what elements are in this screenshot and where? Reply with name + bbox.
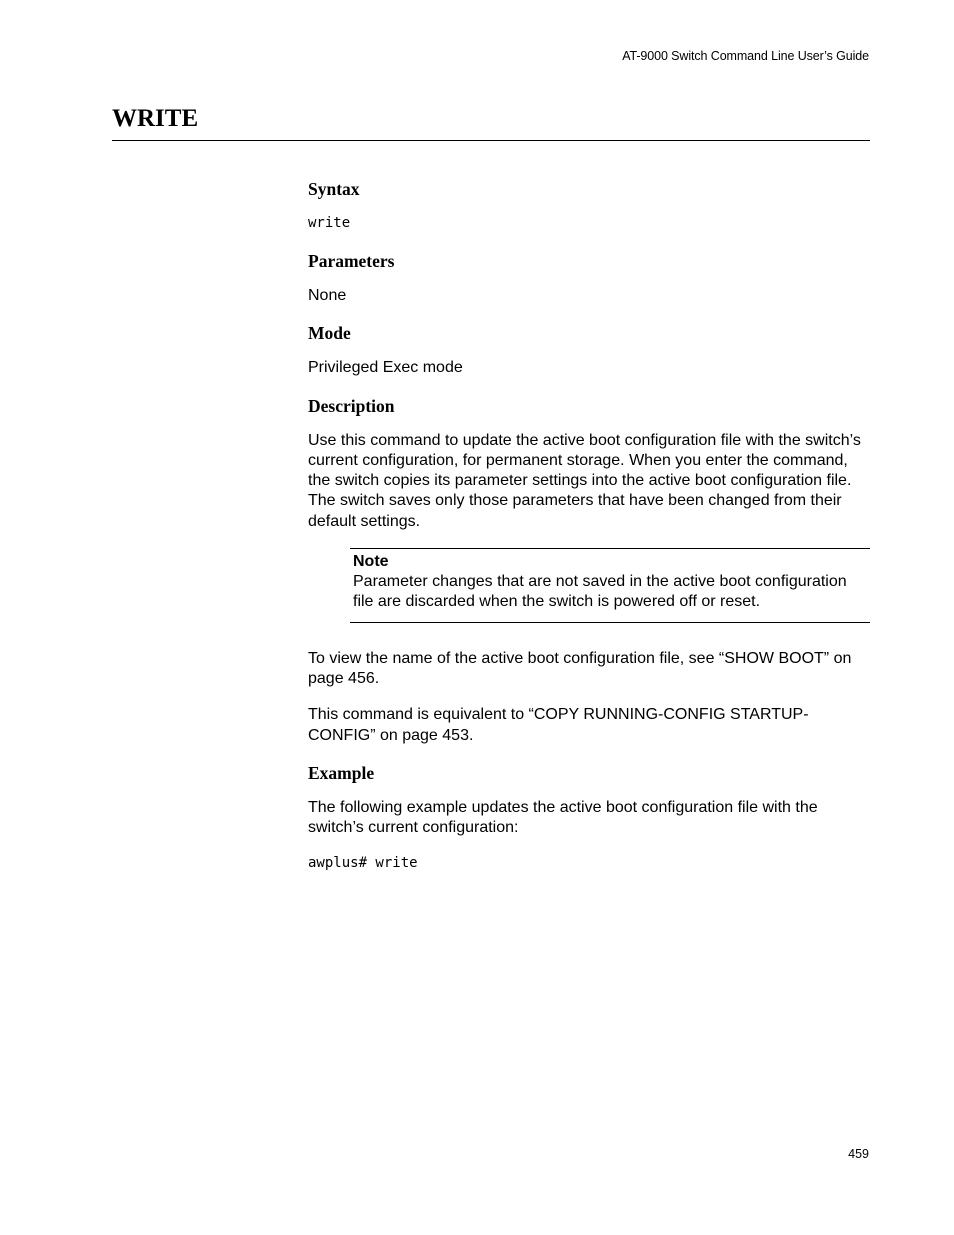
description-heading: Description: [308, 395, 395, 416]
note-text: Parameter changes that are not saved in the active boot configuration file are discarded when the switch is powered off or reset.: [353, 573, 847, 611]
page-number: 459: [848, 1147, 869, 1161]
example-code: awplus# write: [308, 855, 418, 872]
page-title: WRITE: [112, 105, 199, 132]
running-header: AT-9000 Switch Command Line User’s Guide: [622, 49, 869, 63]
example-heading: Example: [308, 762, 375, 783]
syntax-heading: Syntax: [308, 179, 360, 199]
note-box: [350, 548, 870, 623]
parameters-heading: Parameters: [308, 251, 395, 271]
syntax-code: write: [308, 215, 351, 231]
mode-heading: Mode: [308, 323, 351, 344]
parameters-text: None: [308, 287, 347, 304]
note-title: Note: [353, 553, 389, 571]
show-boot-reference: To view the name of the active boot configuration file, see “SHOW BOOT” on page 456.: [308, 649, 852, 687]
mode-text: Privileged Exec mode: [308, 359, 463, 377]
content-body: [308, 178, 870, 890]
title-rule: [112, 140, 870, 141]
example-text: The following example updates the active boot configuration file with the switch’s current configuration:: [308, 798, 818, 837]
copy-config-reference: This command is equivalent to “COPY RUNNING-CONFIG STARTUP-CONFIG” on page 453.: [308, 706, 809, 744]
description-paragraph: Use this command to update the active boot configuration file with the switch’s current configuration, for permanent storage. When you enter the command, the switch copies its parameter settings into the active boot configuration file. The switch saves only those parameters that have been changed from their default settings.: [308, 431, 861, 530]
